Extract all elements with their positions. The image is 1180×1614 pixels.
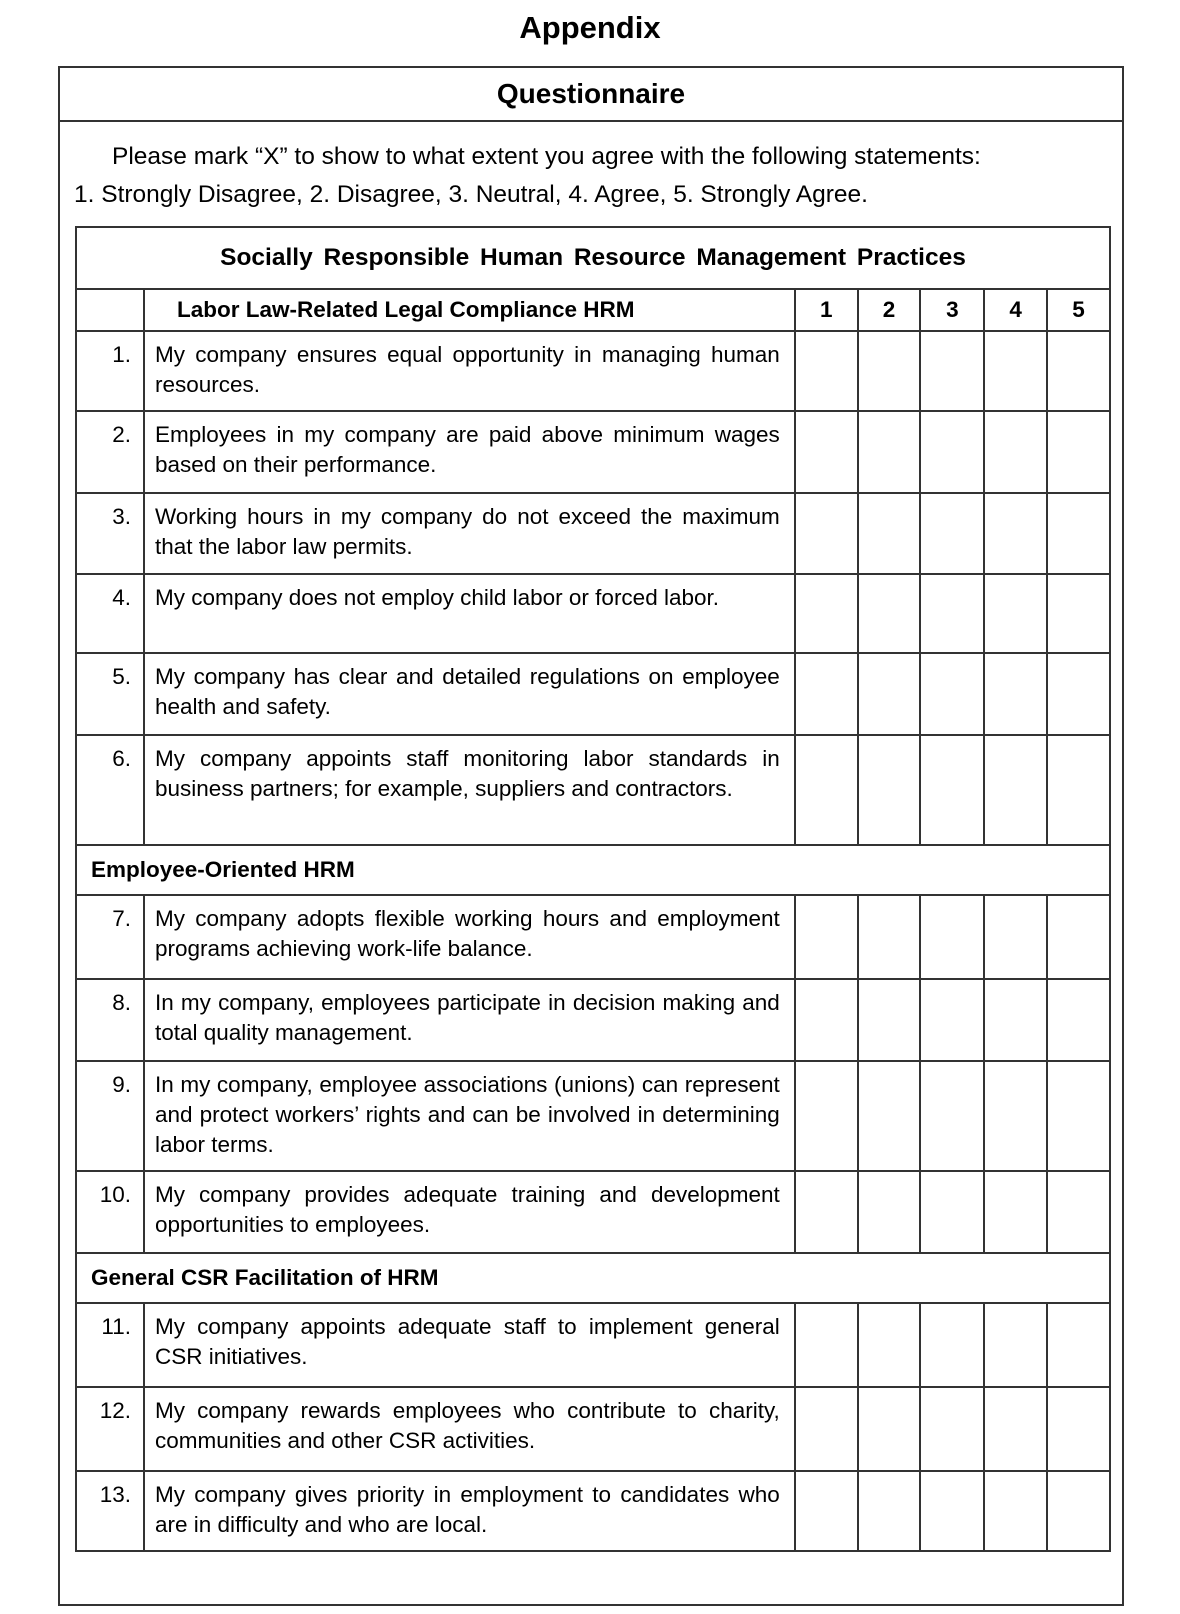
rating-cell-1[interactable] [795, 1387, 858, 1471]
number-column-header [76, 289, 144, 331]
rating-cell-1[interactable] [795, 895, 858, 979]
rating-cell-4[interactable] [984, 574, 1047, 653]
rating-cell-2[interactable] [858, 411, 921, 493]
instructions-scale-legend: 1. Strongly Disagree, 2. Disagree, 3. Neutral, 4. Agree, 5. Strongly Agree. [74, 181, 868, 208]
rating-cell-3[interactable] [920, 979, 984, 1061]
table-row [76, 1471, 1110, 1551]
rating-cell-1[interactable] [795, 1061, 858, 1171]
item-number: 10. [76, 1171, 144, 1253]
item-statement: My company adopts flexible working hours and employment programs achieving work-life balance. [144, 895, 795, 979]
rating-cell-2[interactable] [858, 1171, 921, 1253]
item-statement: My company gives priority in employment to candidates who are in difficulty and who are local. [144, 1471, 795, 1551]
item-number: 5. [76, 653, 144, 735]
table-row [76, 735, 1110, 845]
item-statement: My company does not employ child labor or forced labor. [144, 574, 795, 653]
rating-cell-2[interactable] [858, 1303, 921, 1387]
item-number: 13. [76, 1471, 144, 1551]
rating-cell-4[interactable] [984, 411, 1047, 493]
scale-header-1: 1 [795, 289, 858, 331]
section-heading-general-csr: General CSR Facilitation of HRM [76, 1253, 1110, 1303]
item-number: 3. [76, 493, 144, 574]
instructions [74, 138, 1114, 214]
rating-cell-1[interactable] [795, 1303, 858, 1387]
rating-cell-3[interactable] [920, 331, 984, 411]
item-number: 8. [76, 979, 144, 1061]
scale-header-4: 4 [984, 289, 1047, 331]
section-heading-employee-oriented: Employee-Oriented HRM [76, 845, 1110, 895]
item-statement: My company has clear and detailed regulations on employee health and safety. [144, 653, 795, 735]
rating-cell-2[interactable] [858, 331, 921, 411]
rating-cell-5[interactable] [1047, 1303, 1110, 1387]
rating-cell-3[interactable] [920, 1387, 984, 1471]
item-statement: My company appoints adequate staff to implement general CSR initiatives. [144, 1303, 795, 1387]
rating-cell-2[interactable] [858, 653, 921, 735]
rating-cell-3[interactable] [920, 1171, 984, 1253]
item-number: 9. [76, 1061, 144, 1171]
rating-cell-4[interactable] [984, 1303, 1047, 1387]
survey-table [75, 226, 1111, 1552]
item-statement: In my company, employee associations (unions) can represent and protect workers’ rights and can be involved in determining labor terms. [144, 1061, 795, 1171]
rating-cell-3[interactable] [920, 1061, 984, 1171]
rating-cell-2[interactable] [858, 574, 921, 653]
rating-cell-1[interactable] [795, 1171, 858, 1253]
rating-cell-3[interactable] [920, 1303, 984, 1387]
rating-cell-5[interactable] [1047, 331, 1110, 411]
rating-cell-5[interactable] [1047, 574, 1110, 653]
section-header-row [76, 289, 1110, 331]
scale-header-2: 2 [858, 289, 921, 331]
item-statement: Working hours in my company do not exceed the maximum that the labor law permits. [144, 493, 795, 574]
item-number: 7. [76, 895, 144, 979]
rating-cell-1[interactable] [795, 979, 858, 1061]
rating-cell-3[interactable] [920, 653, 984, 735]
table-row [76, 493, 1110, 574]
item-number: 12. [76, 1387, 144, 1471]
rating-cell-4[interactable] [984, 895, 1047, 979]
rating-cell-1[interactable] [795, 411, 858, 493]
table-row [76, 1387, 1110, 1471]
rating-cell-4[interactable] [984, 653, 1047, 735]
rating-cell-5[interactable] [1047, 1387, 1110, 1471]
item-number: 2. [76, 411, 144, 493]
rating-cell-5[interactable] [1047, 493, 1110, 574]
table-row [76, 979, 1110, 1061]
table-row [76, 895, 1110, 979]
rating-cell-3[interactable] [920, 735, 984, 845]
rating-cell-5[interactable] [1047, 411, 1110, 493]
table-row [76, 411, 1110, 493]
rating-cell-5[interactable] [1047, 1061, 1110, 1171]
rating-cell-4[interactable] [984, 1171, 1047, 1253]
rating-cell-2[interactable] [858, 1471, 921, 1551]
table-row [76, 653, 1110, 735]
rating-cell-5[interactable] [1047, 1171, 1110, 1253]
rating-cell-3[interactable] [920, 493, 984, 574]
rating-cell-2[interactable] [858, 979, 921, 1061]
section-heading-labor-law: Labor Law-Related Legal Compliance HRM [144, 289, 795, 331]
rating-cell-1[interactable] [795, 493, 858, 574]
rating-cell-2[interactable] [858, 735, 921, 845]
rating-cell-4[interactable] [984, 735, 1047, 845]
item-statement: My company ensures equal opportunity in managing human resources. [144, 331, 795, 411]
rating-cell-5[interactable] [1047, 979, 1110, 1061]
item-statement: My company appoints staff monitoring labor standards in business partners; for example, suppliers and contractors. [144, 735, 795, 845]
rating-cell-4[interactable] [984, 493, 1047, 574]
scale-header-3: 3 [920, 289, 984, 331]
table-row [76, 1171, 1110, 1253]
table-row [76, 574, 1110, 653]
rating-cell-2[interactable] [858, 1061, 921, 1171]
rating-cell-1[interactable] [795, 331, 858, 411]
table-row [76, 1061, 1110, 1171]
item-statement: Employees in my company are paid above minimum wages based on their performance. [144, 411, 795, 493]
item-statement: In my company, employees participate in decision making and total quality management. [144, 979, 795, 1061]
table-row [76, 1303, 1110, 1387]
questionnaire-title: Questionnaire [60, 68, 1122, 122]
item-statement: My company provides adequate training and development opportunities to employees. [144, 1171, 795, 1253]
rating-cell-5[interactable] [1047, 653, 1110, 735]
rating-cell-4[interactable] [984, 331, 1047, 411]
instructions-line-1: Please mark “X” to show to what extent you agree with the following statements: [112, 143, 981, 170]
rating-cell-1[interactable] [795, 1471, 858, 1551]
rating-cell-2[interactable] [858, 493, 921, 574]
item-number: 6. [76, 735, 144, 845]
rating-cell-1[interactable] [795, 653, 858, 735]
rating-cell-5[interactable] [1047, 895, 1110, 979]
table-title: Socially Responsible Human Resource Management Practices [76, 227, 1110, 289]
rating-cell-2[interactable] [858, 895, 921, 979]
rating-cell-2[interactable] [858, 1387, 921, 1471]
appendix-title: Appendix [519, 10, 661, 45]
rating-cell-5[interactable] [1047, 735, 1110, 845]
rating-cell-4[interactable] [984, 1061, 1047, 1171]
rating-cell-1[interactable] [795, 735, 858, 845]
rating-cell-5[interactable] [1047, 1471, 1110, 1551]
item-statement: My company rewards employees who contribute to charity, communities and other CSR activities. [144, 1387, 795, 1471]
rating-cell-3[interactable] [920, 1471, 984, 1551]
table-row [76, 331, 1110, 411]
rating-cell-4[interactable] [984, 1471, 1047, 1551]
item-number: 4. [76, 574, 144, 653]
rating-cell-4[interactable] [984, 1387, 1047, 1471]
item-number: 1. [76, 331, 144, 411]
rating-cell-3[interactable] [920, 411, 984, 493]
scale-header-5: 5 [1047, 289, 1110, 331]
rating-cell-1[interactable] [795, 574, 858, 653]
questionnaire-box [58, 66, 1124, 1606]
item-number: 11. [76, 1303, 144, 1387]
rating-cell-3[interactable] [920, 895, 984, 979]
rating-cell-4[interactable] [984, 979, 1047, 1061]
rating-cell-3[interactable] [920, 574, 984, 653]
